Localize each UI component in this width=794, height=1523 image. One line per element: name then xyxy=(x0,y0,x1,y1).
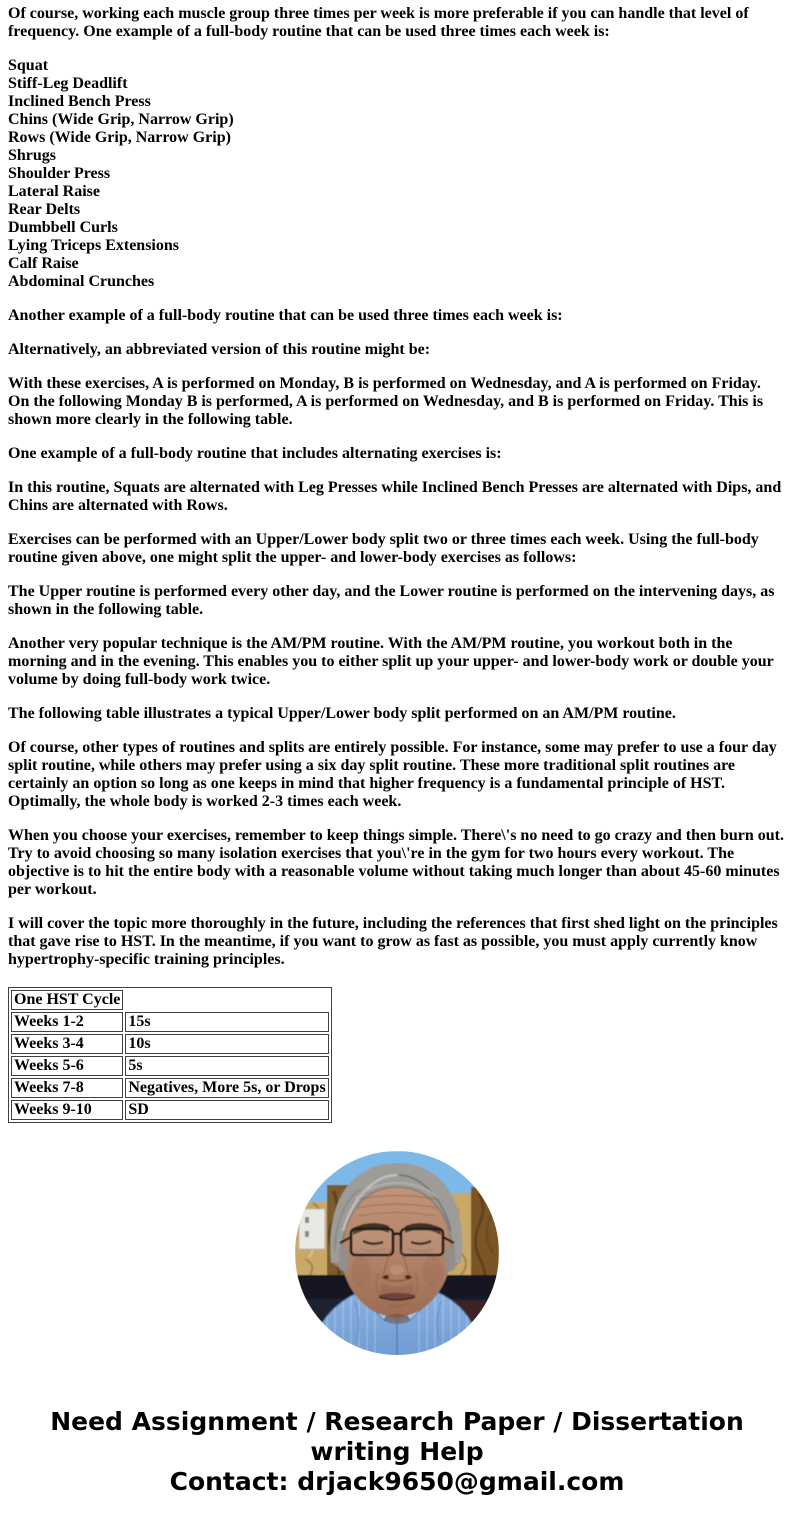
exercise-list xyxy=(8,57,786,291)
table-value-cell: 15s xyxy=(125,1012,328,1032)
table-row xyxy=(11,1012,329,1032)
paragraph: Exercises can be performed with an Upper/Lower body split two or three times each week. Using the full-body routine given above, one might split the upper- and lower-body exercises as follows: xyxy=(8,531,759,566)
footer-heading-line2: writing Help xyxy=(310,1437,484,1466)
paragraph: Of course, other types of routines and splits are entirely possible. For instance, some may prefer to use a four day split routine, while others may prefer using a six day split routine. These more traditional split routines are certainly an option so long as one keeps in mind that higher frequency is a fundamental principle of HST. Optimally, the whole body is worked 2-3 times each week. xyxy=(8,739,777,810)
exercise-item: Inclined Bench Press xyxy=(8,93,151,110)
paragraph: In this routine, Squats are alternated with Leg Presses while Inclined Bench Presses are alternated with Dips, and Chins are alternated with Rows. xyxy=(8,479,782,514)
table-row xyxy=(11,990,329,1010)
exercise-item: Rear Delts xyxy=(8,201,81,218)
table-row xyxy=(11,1078,329,1098)
intro-paragraph: Of course, working each muscle group three times per week is more preferable if you can handle that level of frequency. One example of a full-body routine that can be used three times each week is: xyxy=(8,5,749,40)
exercise-item: Squat xyxy=(8,57,49,74)
table-week-cell: Weeks 1-2 xyxy=(11,1012,123,1032)
table-row xyxy=(11,1100,329,1120)
exercise-item: Rows (Wide Grip, Narrow Grip) xyxy=(8,129,231,146)
footer-contact-line: Contact: drjack9650@gmail.com xyxy=(169,1467,625,1496)
table-row xyxy=(11,1034,329,1054)
table-value-cell: Negatives, More 5s, or Drops xyxy=(125,1078,328,1098)
paragraph: Another very popular technique is the AM/PM routine. With the AM/PM routine, you workout both in the morning and in the evening. This enables you to either split up your upper- and lower-body work or double your volume by doing full-body work twice. xyxy=(8,635,774,688)
table-week-cell: Weeks 5-6 xyxy=(11,1056,123,1076)
paragraph: The Upper routine is performed every other day, and the Lower routine is performed on the intervening days, as shown in the following table. xyxy=(8,583,775,618)
paragraph: I will cover the topic more thoroughly in the future, including the references that first shed light on the principles that gave rise to HST. In the meantime, if you want to grow as fast as possible, you must apply currently know hypertrophy-specific training principles. xyxy=(8,915,778,968)
hst-cycle-table xyxy=(8,987,332,1123)
table-week-cell: Weeks 9-10 xyxy=(11,1100,123,1120)
exercise-item: Stiff-Leg Deadlift xyxy=(8,75,128,92)
exercise-item: Lateral Raise xyxy=(8,183,100,200)
table-value-cell: 5s xyxy=(125,1056,328,1076)
table-week-cell: Weeks 7-8 xyxy=(11,1078,123,1098)
profile-photo xyxy=(8,1151,786,1355)
exercise-item: Shoulder Press xyxy=(8,165,111,182)
paragraph: With these exercises, A is performed on Monday, B is performed on Wednesday, and A is performed on Friday. On the following Monday B is performed, A is performed on Wednesday, and B is performed on Friday. This is shown more clearly in the following table. xyxy=(8,375,764,428)
exercise-item: Lying Triceps Extensions xyxy=(8,237,179,254)
table-value-cell: SD xyxy=(125,1100,328,1120)
paragraph: When you choose your exercises, remember to keep things simple. There\'s no need to go crazy and then burn out. Try to avoid choosing so many isolation exercises that you\'re in the gym for two hours every workout. The objective is to hit the entire body with a reasonable volume without taking much longer than about 45-60 minutes per workout. xyxy=(8,827,784,898)
exercise-item: Calf Raise xyxy=(8,255,79,272)
table-week-cell: Weeks 3-4 xyxy=(11,1034,123,1054)
portrait-photo xyxy=(295,1151,499,1355)
exercise-item: Chins (Wide Grip, Narrow Grip) xyxy=(8,111,234,128)
paragraph: Alternatively, an abbreviated version of this routine might be: xyxy=(8,341,431,358)
exercise-item: Dumbbell Curls xyxy=(8,219,118,236)
paragraph: The following table illustrates a typical Upper/Lower body split performed on an AM/PM routine. xyxy=(8,705,676,722)
table-title-cell: One HST Cycle xyxy=(11,990,123,1010)
table-row xyxy=(11,1056,329,1076)
paragraph: Another example of a full-body routine that can be used three times each week is: xyxy=(8,307,563,324)
exercise-item: Abdominal Crunches xyxy=(8,273,155,290)
footer-heading-line1: Need Assignment / Research Paper / Dissertation xyxy=(50,1407,744,1436)
table-value-cell: 10s xyxy=(125,1034,328,1054)
footer-contact xyxy=(8,1407,786,1497)
exercise-item: Shrugs xyxy=(8,147,57,164)
paragraph: One example of a full-body routine that includes alternating exercises is: xyxy=(8,445,502,462)
